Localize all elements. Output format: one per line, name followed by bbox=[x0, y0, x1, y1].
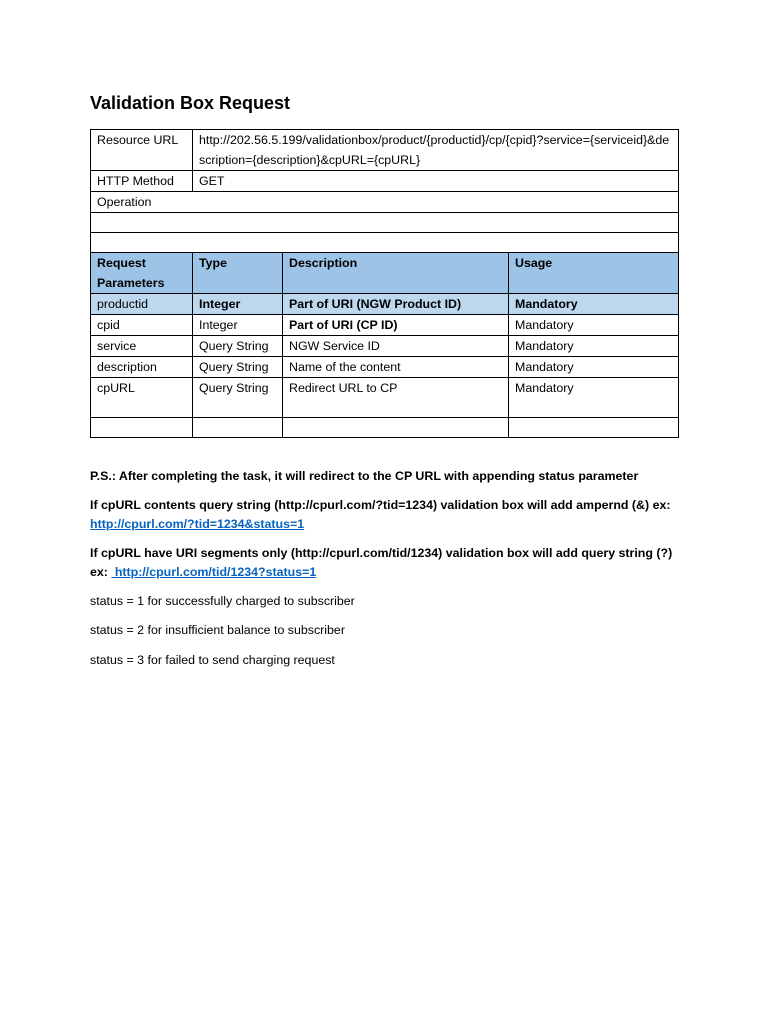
table-row bbox=[91, 336, 679, 357]
page-title: Validation Box Request bbox=[90, 93, 291, 113]
table-row bbox=[91, 294, 679, 315]
param-type: Integer bbox=[193, 294, 283, 315]
status-line-1: status = 1 for successfully charged to subscriber bbox=[90, 594, 355, 608]
empty-cell bbox=[91, 418, 193, 438]
ps-note: P.S.: After completing the task, it will redirect to the CP URL with appending status parameter bbox=[90, 469, 639, 483]
param-description: Part of URI (CP ID) bbox=[283, 315, 509, 336]
header-cell: Description bbox=[283, 253, 509, 294]
status-line-3: status = 3 for failed to send charging request bbox=[90, 653, 335, 667]
empty-row bbox=[91, 418, 679, 438]
param-name: productid bbox=[91, 294, 193, 315]
param-name: service bbox=[91, 336, 193, 357]
operation-row bbox=[91, 192, 679, 213]
query-string-text: If cpURL contents query string (http://cpurl.com/?tid=1234) validation box will add ampernd (&) ex: bbox=[90, 498, 671, 512]
empty-row bbox=[91, 213, 679, 233]
param-name: description bbox=[91, 357, 193, 378]
uri-segment-note bbox=[90, 544, 680, 582]
empty-row bbox=[91, 233, 679, 253]
header-cell: Usage bbox=[509, 253, 679, 294]
param-description: Part of URI (NGW Product ID) bbox=[283, 294, 509, 315]
param-description: Redirect URL to CP bbox=[283, 378, 509, 418]
param-usage: Mandatory bbox=[509, 315, 679, 336]
empty-cell bbox=[283, 418, 509, 438]
table-row bbox=[91, 315, 679, 336]
query-string-link[interactable]: http://cpurl.com/?tid=1234&status=1 bbox=[90, 517, 305, 531]
param-description: Name of the content bbox=[283, 357, 509, 378]
empty-cell bbox=[193, 418, 283, 438]
param-type: Integer bbox=[193, 315, 283, 336]
empty-cell bbox=[509, 418, 679, 438]
operation-label: Operation bbox=[91, 192, 679, 213]
empty-cell bbox=[91, 233, 679, 253]
param-type: Query String bbox=[193, 378, 283, 418]
param-type: Query String bbox=[193, 336, 283, 357]
uri-segment-text: If cpURL have URI segments only (http://cpurl.com/tid/1234) validation box will add query string (?) ex: bbox=[90, 546, 673, 579]
empty-cell bbox=[91, 213, 679, 233]
header-cell: Request Parameters bbox=[91, 253, 193, 294]
param-name: cpURL bbox=[91, 378, 193, 418]
resource-url-row bbox=[91, 130, 679, 171]
header-cell: Type bbox=[193, 253, 283, 294]
resource-url-label: Resource URL bbox=[91, 130, 193, 171]
status-line-2: status = 2 for insufficient balance to subscriber bbox=[90, 623, 345, 637]
params-header-row bbox=[91, 253, 679, 294]
request-table bbox=[90, 129, 679, 438]
param-usage: Mandatory bbox=[509, 336, 679, 357]
query-string-note bbox=[90, 496, 680, 534]
http-method-label: HTTP Method bbox=[91, 171, 193, 192]
table-row bbox=[91, 378, 679, 418]
param-usage: Mandatory bbox=[509, 378, 679, 418]
param-type: Query String bbox=[193, 357, 283, 378]
param-name: cpid bbox=[91, 315, 193, 336]
uri-segment-link[interactable]: http://cpurl.com/tid/1234?status=1 bbox=[111, 565, 317, 579]
resource-url-value: http://202.56.5.199/validationbox/product/{productid}/cp/{cpid}?service={serviceid}&description={description}&cpURL={cpURL} bbox=[193, 130, 679, 171]
table-row bbox=[91, 357, 679, 378]
http-method-row bbox=[91, 171, 679, 192]
http-method-value: GET bbox=[193, 171, 679, 192]
param-usage: Mandatory bbox=[509, 294, 679, 315]
param-description: NGW Service ID bbox=[283, 336, 509, 357]
param-usage: Mandatory bbox=[509, 357, 679, 378]
